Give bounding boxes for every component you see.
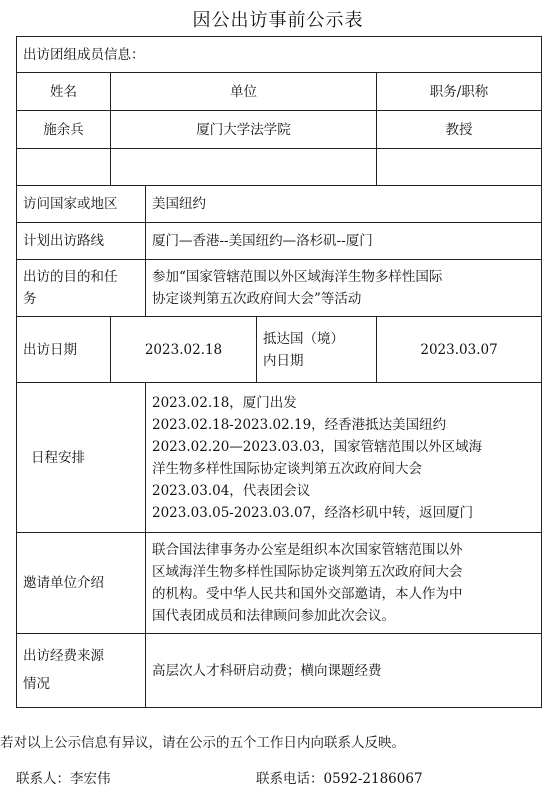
country-row: [17, 186, 542, 223]
member-row-empty: [17, 149, 542, 186]
schedule-line-3: 2023.02.20—2023.03.03，国家管辖范围以外区域海: [152, 438, 483, 455]
dates-row: [17, 317, 542, 383]
inviter-label: 邀请单位介绍: [17, 533, 146, 634]
purpose-label-line1: 出访的目的和任: [23, 269, 118, 285]
member-name: 施余兵: [17, 111, 111, 149]
inviter-value: [146, 533, 542, 634]
inviter-line-4: 国代表团成员和法律顾问参加此次会议。: [152, 608, 395, 624]
contact-person: [16, 767, 111, 787]
member-name-empty: [17, 149, 111, 186]
member-row: [17, 111, 542, 149]
depart-value: 2023.02.18: [111, 317, 257, 383]
purpose-label: [17, 260, 146, 317]
funding-label-line1: 出访经费来源: [23, 647, 104, 664]
route-value: 厦门—香港--美国纽约—洛杉矶--厦门: [146, 223, 542, 260]
arrive-label-line2: 内日期: [263, 352, 304, 369]
funding-value: 高层次人才科研启动费；横向课题经费: [146, 634, 542, 708]
schedule-line-5: 2023.03.04，代表团会议: [152, 482, 311, 499]
inviter-line-1: 联合国法律事务办公室是组织本次国家管辖范围以外: [152, 542, 463, 558]
schedule-line-2: 2023.02.18-2023.02.19，经香港抵达美国纽约: [152, 416, 447, 433]
purpose-value: [146, 260, 542, 317]
country-label: 访问国家或地区: [17, 186, 146, 223]
member-unit-empty: [111, 149, 377, 186]
member-position: 教授: [377, 111, 542, 149]
arrive-label: [257, 317, 377, 383]
contact-person-name: 李宏伟: [70, 771, 111, 787]
section-header: 出访团组成员信息：: [17, 37, 542, 73]
depart-label: 出访日期: [17, 317, 111, 383]
route-row: [17, 223, 542, 260]
purpose-value-line2: 协定谈判第五次政府间大会”等活动: [152, 291, 362, 307]
schedule-line-6: 2023.03.05-2023.03.07，经洛杉矶中转，返回厦门: [152, 504, 474, 521]
arrive-label-line1: 抵达国（境）: [263, 330, 344, 347]
purpose-row: [17, 260, 542, 317]
schedule-label: 日程安排: [17, 383, 146, 533]
arrive-value: 2023.03.07: [377, 317, 542, 383]
inviter-line-2: 区域海洋生物多样性国际协定谈判第五次政府间大会: [152, 564, 463, 580]
disclosure-table: [16, 36, 542, 708]
funding-label-line2: 情况: [23, 675, 50, 692]
header-name: 姓名: [17, 73, 111, 111]
header-unit: 单位: [111, 73, 377, 111]
purpose-label-line2: 务: [23, 291, 37, 307]
contact-phone-number: 0592-2186067: [323, 771, 423, 787]
schedule-line-4: 洋生物多样性国际协定谈判第五次政府间大会: [152, 460, 422, 477]
route-label: 计划出访路线: [17, 223, 146, 260]
member-position-empty: [377, 149, 542, 186]
purpose-value-line1: 参加“国家管辖范围以外区域海洋生物多样性国际: [152, 269, 443, 285]
schedule-value: [146, 383, 542, 533]
contact-person-label: 联系人：: [16, 771, 70, 787]
page-title: 因公出访事前公示表: [192, 10, 364, 31]
inviter-row: [17, 533, 542, 634]
inviter-line-3: 的机构。受中华人民共和国外交部邀请，本人作为中: [152, 586, 463, 602]
section-header-row: [17, 37, 542, 73]
header-position: 职务/职称: [377, 73, 542, 111]
contact-phone: [256, 767, 423, 787]
funding-row: [17, 634, 542, 708]
contact-phone-label: 联系电话：: [256, 771, 324, 787]
country-value: 美国纽约: [146, 186, 542, 223]
funding-label: [17, 634, 146, 708]
objection-note: 若对以上公示信息有异议，请在公示的五个工作日内向联系人反映。: [0, 735, 405, 751]
schedule-line-1: 2023.02.18，厦门出发: [152, 394, 297, 411]
schedule-row: [17, 383, 542, 533]
member-unit: 厦门大学法学院: [111, 111, 377, 149]
members-header-row: [17, 73, 542, 111]
